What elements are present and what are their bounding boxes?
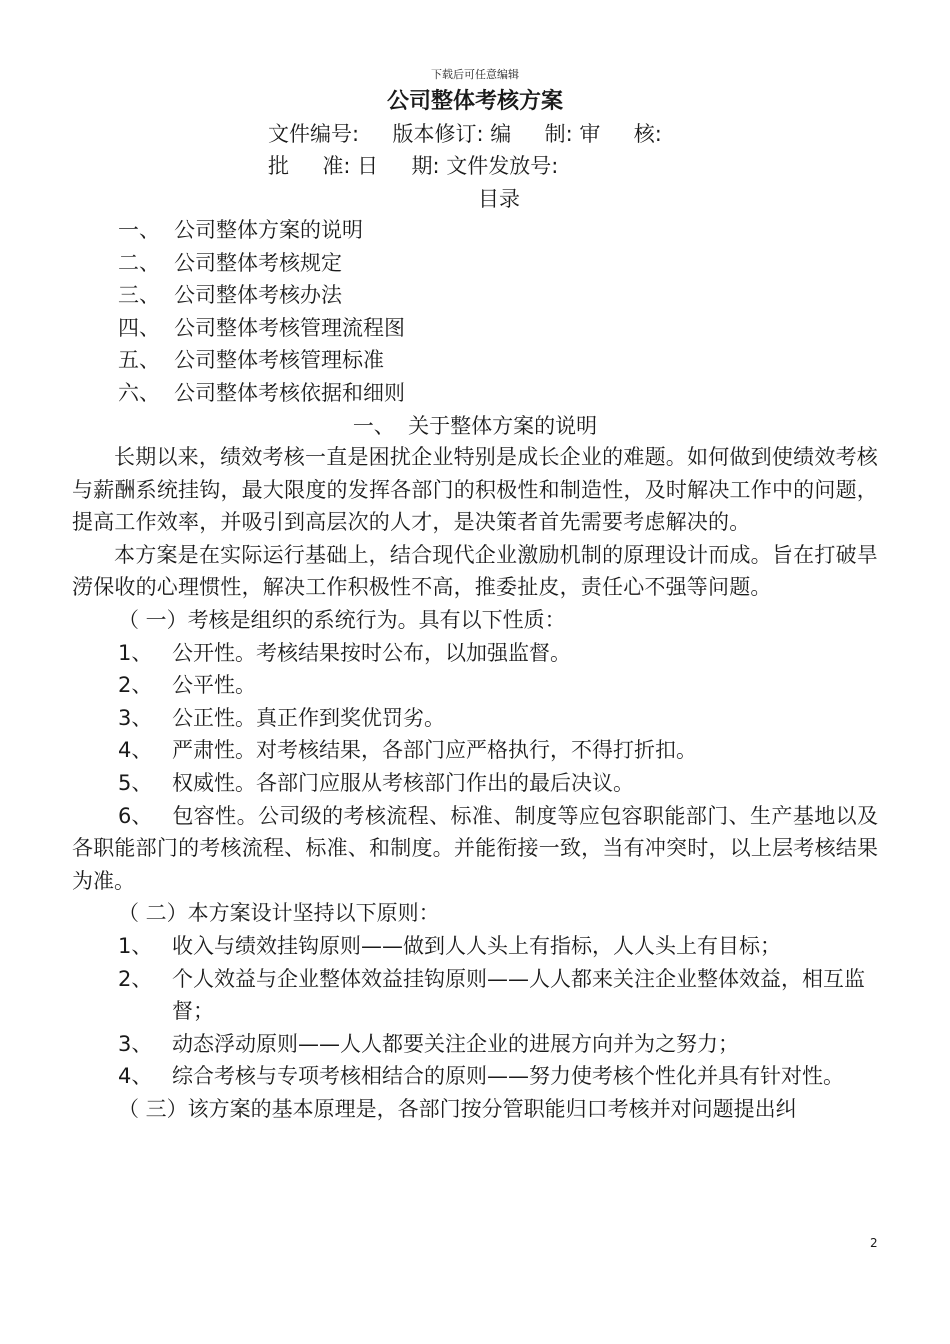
table-of-contents — [118, 214, 405, 410]
list-item-number: 2、 — [118, 673, 153, 698]
list-item — [72, 767, 878, 800]
list-item — [72, 800, 878, 898]
meta-line-2: 批 准: 日 期: 文件发放号: — [268, 154, 559, 178]
document-body — [72, 441, 878, 1125]
list-item-number: 1、 — [118, 640, 153, 665]
subsection-heading: （ 二）本方案设计坚持以下原则： — [118, 901, 440, 926]
list-item — [72, 702, 878, 735]
toc-item — [118, 279, 405, 312]
list-item-text: 包容性。公司级的考核流程、标准、制度等应包容职能部门、生产基地以及各职能部门的考核流程、标准、和制度。并能衔接一致，当有冲突时，以上层考核结果为准。 — [72, 803, 878, 893]
list-item-number: 1、 — [118, 933, 153, 958]
list-item-text: 公正性。真正作到奖优罚劣。 — [172, 705, 445, 730]
toc-item-number: 一、 — [118, 218, 160, 242]
toc-item — [118, 214, 405, 247]
list-item — [72, 669, 878, 702]
list-item-number: 4、 — [118, 738, 153, 763]
list-item-text: 收入与绩效挂钩原则——做到人人头上有指标，人人头上有目标； — [172, 933, 781, 958]
list-item — [72, 930, 878, 963]
list-item-text: 权威性。各部门应服从考核部门作出的最后决议。 — [172, 770, 634, 795]
meta-line-1: 文件编号: 版本修订: 编 制: 审 核: — [268, 122, 662, 146]
list-item-text: 动态浮动原则——人人都要关注企业的进展方向并为之努力； — [172, 1031, 739, 1056]
list-item-number: 5、 — [118, 770, 153, 795]
toc-item — [118, 312, 405, 345]
list-item-number: 4、 — [118, 1064, 153, 1089]
list-item-text: 综合考核与专项考核相结合的原则——努力使考核个性化并具有针对性。 — [172, 1064, 844, 1089]
body-paragraph: 长期以来，绩效考核一直是困扰企业特别是成长企业的难题。如何做到使绩效考核与薪酬系统挂钩，最大限度的发挥各部门的积极性和制造性，及时解决工作中的问题，提高工作效率，并吸引到高层次的人才，是决策者首先需要考虑解决的。 — [72, 445, 878, 535]
list-item — [72, 637, 878, 670]
list-item-text: 公平性。 — [172, 673, 256, 698]
toc-item-text: 公司整体方案的说明 — [174, 218, 363, 242]
toc-item-text: 公司整体考核依据和细则 — [174, 380, 405, 405]
toc-item — [118, 344, 405, 377]
page-number: 2 — [870, 1236, 878, 1250]
toc-item-text: 公司整体考核办法 — [174, 283, 342, 308]
toc-item-text: 公司整体考核规定 — [174, 250, 342, 275]
list-item — [72, 1028, 878, 1061]
toc-item-text: 公司整体考核管理流程图 — [174, 315, 405, 340]
subsection-heading: （ 三）该方案的基本原理是，各部门按分管职能归口考核并对问题提出纠 — [118, 1096, 797, 1121]
body-paragraph: 本方案是在实际运行基础上，结合现代企业激励机制的原理设计而成。旨在打破旱涝保收的心理惯性，解决工作积极性不高，推委扯皮，责任心不强等问题。 — [72, 542, 878, 600]
document-title: 公司整体考核方案 — [386, 89, 563, 114]
subsection-heading: （ 一）考核是组织的系统行为。具有以下性质： — [118, 607, 566, 632]
toc-item-number: 六、 — [118, 380, 160, 405]
list-item-number: 3、 — [118, 1031, 153, 1056]
list-item-number: 2、 — [118, 966, 153, 991]
toc-item-number: 五、 — [118, 348, 160, 373]
list-item — [72, 734, 878, 767]
header-note: 下载后可任意编辑 — [431, 68, 519, 81]
toc-item-text: 公司整体考核管理标准 — [174, 348, 384, 373]
list-item-text: 个人效益与企业整体效益挂钩原则——人人都来关注企业整体效益，相互监督； — [172, 966, 865, 1024]
toc-item — [118, 377, 405, 410]
list-item — [72, 1060, 878, 1093]
list-item — [72, 963, 878, 1028]
toc-item-number: 四、 — [118, 315, 160, 340]
list-item-text: 公开性。考核结果按时公布，以加强监督。 — [172, 640, 571, 665]
list-item-number: 6、 — [118, 803, 153, 828]
section-title: 一、 关于整体方案的说明 — [352, 414, 598, 438]
toc-item-number: 三、 — [118, 283, 160, 308]
toc-heading: 目录 — [478, 187, 520, 211]
list-item-text: 严肃性。对考核结果，各部门应严格执行，不得打折扣。 — [172, 738, 697, 763]
list-item-number: 3、 — [118, 705, 153, 730]
toc-item — [118, 247, 405, 280]
toc-item-number: 二、 — [118, 250, 160, 275]
